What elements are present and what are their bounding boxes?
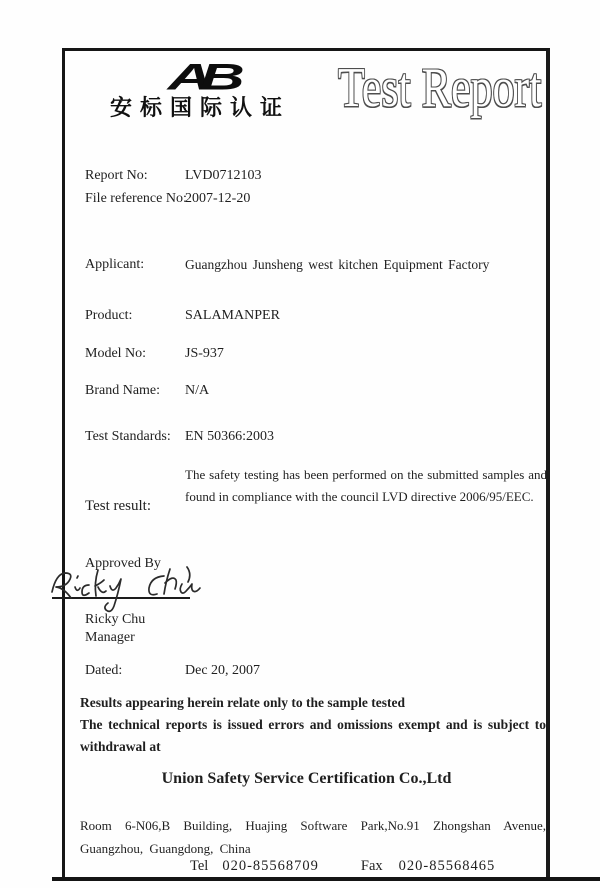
- field-label-test-result: Test result:: [85, 498, 152, 514]
- field-file-reference-no: [85, 189, 251, 208]
- field-value: N/A: [185, 383, 210, 398]
- approved-by-label: Approved By: [85, 556, 161, 571]
- field-label: Model No:: [85, 346, 147, 361]
- field-product: [85, 306, 280, 325]
- signer-name: Ricky Chu: [85, 612, 146, 627]
- document-title: Test Report: [338, 55, 542, 119]
- field-value: LVD0712103: [185, 168, 262, 183]
- field-value: EN 50366:2003: [185, 429, 275, 444]
- disclaimer-block: [80, 692, 546, 758]
- field-model-no: [85, 344, 224, 363]
- field-applicant: [85, 255, 490, 274]
- signer-title: Manager: [85, 630, 135, 645]
- footer-fax-label: Fax: [360, 858, 383, 874]
- field-label: Test Standards:: [85, 429, 171, 444]
- footer-tel-number: 020-85568709: [222, 858, 319, 874]
- footer-tel-fax-row: [190, 858, 495, 875]
- field-brand-name: [85, 381, 210, 400]
- disclaimer-line2: The technical reports is issued errors and omissions exempt and is subject to withdrawal at: [80, 717, 546, 754]
- footer-address: Room 6-N06,B Building, Huajing Software Park,No.91 Zhongshan Avenue, Guangzhou, Guangdong, China: [80, 818, 546, 856]
- field-label: Dated:: [85, 663, 123, 678]
- footer-fax-number: 020-85568465: [398, 858, 496, 874]
- field-value: Dec 20, 2007: [185, 663, 261, 678]
- field-label: Brand Name:: [85, 383, 161, 398]
- field-value: 2007-12-20: [185, 191, 251, 206]
- disclaimer-line1: Results appearing herein relate only to the sample tested: [80, 695, 405, 710]
- signature-graphic: [46, 566, 211, 616]
- bottom-scan-rule: [52, 877, 600, 881]
- ab-logo-text: AB: [167, 57, 233, 98]
- field-label: Report No:: [85, 168, 148, 183]
- field-label: Applicant:: [85, 257, 145, 272]
- field-label: Product:: [85, 308, 133, 323]
- field-test-standards: [85, 427, 275, 446]
- certification-logo: [100, 57, 300, 121]
- footer-tel-label: Tel: [190, 858, 209, 874]
- logo-chinese-subtitle: 安标国际认证: [109, 96, 290, 121]
- field-label: File reference No:: [85, 191, 187, 206]
- field-value-test-result: The safety testing has been performed on the submitted samples and found in compliance with the council LVD directive 2006/95/EEC.: [185, 467, 547, 504]
- field-value: JS-937: [185, 346, 224, 361]
- field-value: Guangzhou Junsheng west kitchen Equipment Factory: [185, 257, 490, 272]
- field-value: SALAMANPER: [185, 308, 280, 323]
- footer-company-name: Union Safety Service Certification Co.,Ltd: [161, 770, 452, 787]
- field-dated: [85, 661, 261, 680]
- field-report-no: [85, 166, 262, 185]
